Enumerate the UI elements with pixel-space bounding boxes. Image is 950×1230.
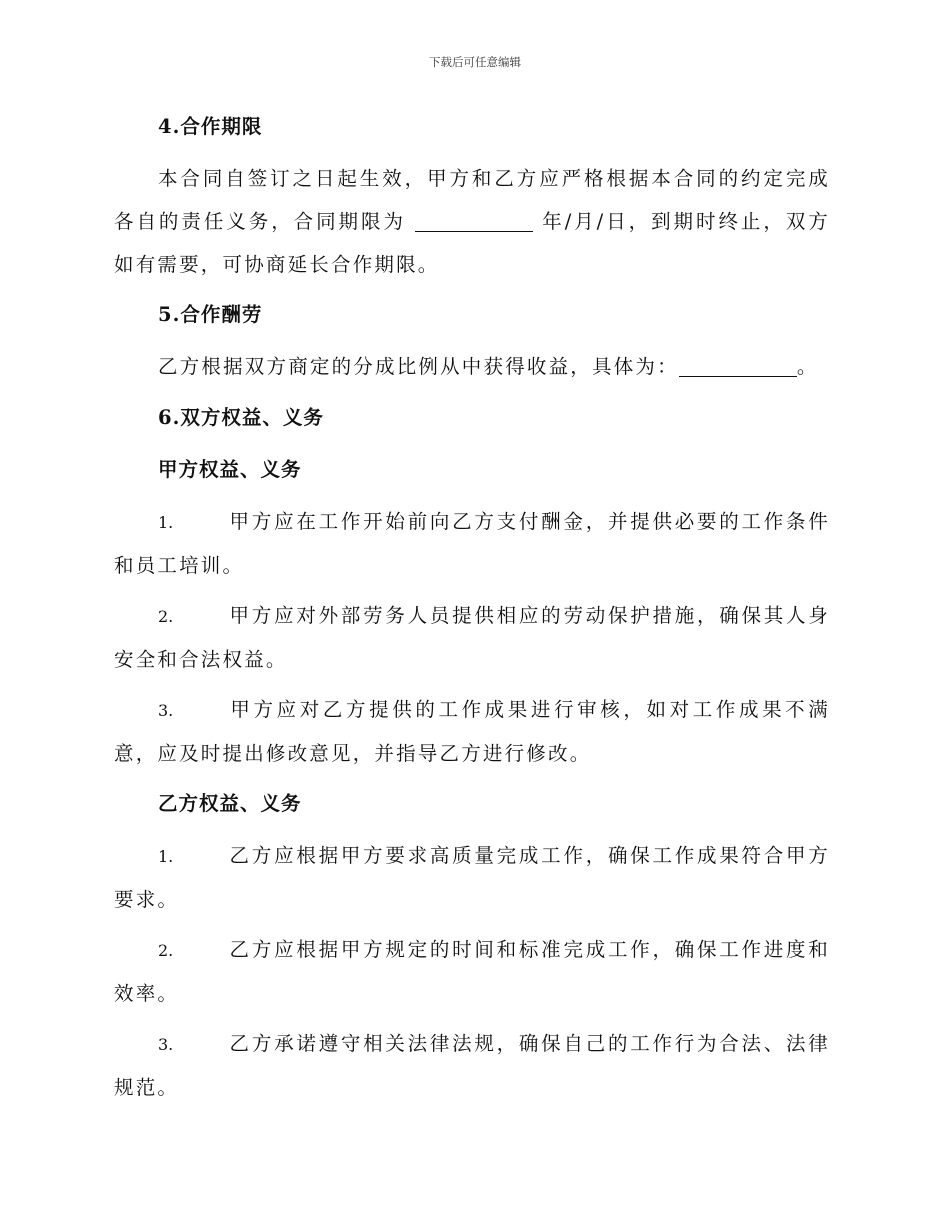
list-number: 3. (158, 701, 174, 720)
party-b-item-2 (114, 928, 830, 1015)
term-text-a: 本合同自签订之日起生效，甲方和乙方应严格根据本合同的约定完成各自的责任义务，合同期限为 (114, 167, 830, 233)
list-number: 2. (158, 607, 174, 626)
list-item-text: 甲方应对外部劳务人员提供相应的劳动保护措施，确保其人身安全和合法权益。 (114, 604, 830, 671)
list-number: 1. (158, 513, 174, 532)
remuneration-blank-line (679, 356, 797, 377)
list-item-text: 乙方应根据甲方要求高质量完成工作，确保工作成果符合甲方要求。 (114, 844, 830, 911)
list-item-text: 甲方应在工作开始前向乙方支付酬金，并提供必要的工作条件和员工培训。 (114, 510, 830, 577)
party-a-item-2 (114, 594, 830, 681)
list-number: 1. (158, 847, 174, 866)
party-b-item-1 (114, 834, 830, 921)
party-b-heading: 乙方权益、义务 (158, 792, 302, 815)
remuneration-text-b: 。 (796, 355, 819, 378)
list-number: 2. (158, 941, 174, 960)
remuneration-paragraph (114, 345, 830, 388)
term-paragraph (114, 157, 830, 286)
party-a-item-1 (114, 500, 830, 587)
party-a-heading: 甲方权益、义务 (158, 458, 302, 481)
section-heading-term: 4.合作期限 (158, 115, 263, 138)
section-heading-rights: 6.双方权益、义务 (158, 406, 324, 429)
page-header: 下载后可任意编辑 (429, 55, 521, 69)
remuneration-text-a: 乙方根据双方商定的分成比例从中获得收益，具体为： (158, 355, 679, 378)
list-item-text: 乙方应根据甲方规定的时间和标准完成工作，确保工作进度和效率。 (114, 938, 830, 1005)
term-text-b: 年/月/日，到期时终止，双方如有需要，可协商延长合作期限。 (114, 210, 830, 276)
party-a-item-3 (114, 688, 830, 775)
party-b-item-3 (114, 1022, 830, 1109)
term-blank-line (415, 211, 533, 232)
list-number: 3. (158, 1035, 174, 1054)
list-item-text: 甲方应对乙方提供的工作成果进行审核，如对工作成果不满意，应及时提出修改意见，并指导乙方进行修改。 (114, 698, 830, 765)
list-item-text: 乙方承诺遵守相关法律法规，确保自己的工作行为合法、法律规范。 (114, 1032, 830, 1099)
section-heading-remuneration: 5.合作酬劳 (158, 303, 263, 326)
